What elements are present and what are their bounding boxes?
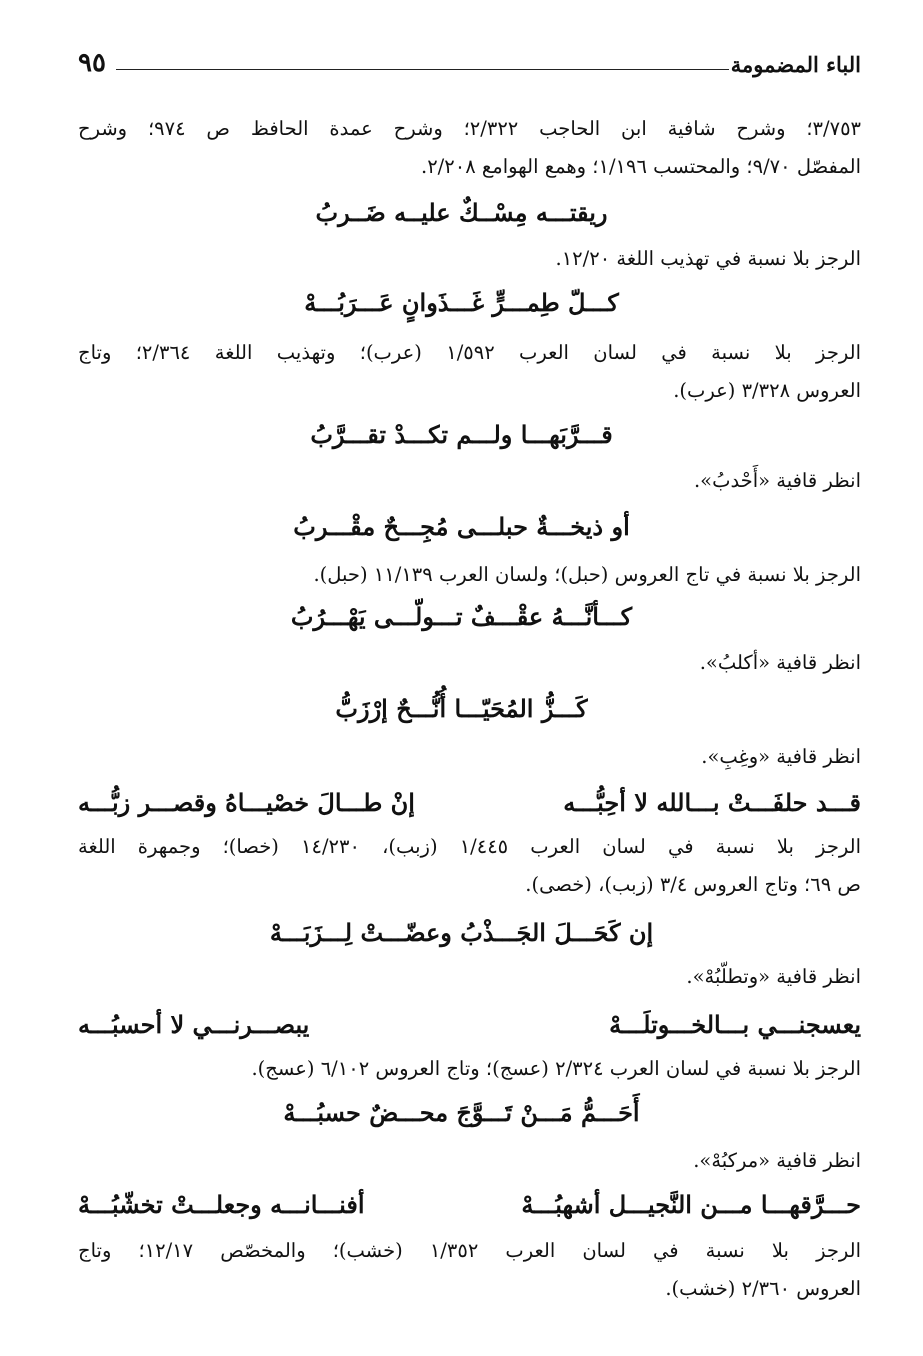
verse-first-hemistich: يعسجنـــي بـــالخـــوتلَـــهْ	[609, 1010, 861, 1039]
verse: كـــأنَّـــهُ عقْـــفٌ تـــولّـــى يَهْـــرُبُ	[290, 602, 633, 631]
verse: أَحَـــمُّ مَـــنْ تَـــوَّجَ محـــضٌ حسبُـــهْ	[283, 1098, 640, 1127]
source-note: الرجز بلا نسبة في لسان العرب ١/٣٥٢ (خشب)؛ والمخصّص ١٢/١٧؛ وتاج	[78, 1239, 861, 1262]
verse: ريقتـــه مِسْــكٌ عليــه ضَــربُ	[315, 198, 608, 227]
source-note: ص ٦٩؛ وتاج العروس ٣/٤ (زبب)، (خصى).	[525, 873, 861, 896]
source-note: الرجز بلا نسبة في لسان العرب ١/٤٤٥ (زبب)، ١٤/٢٣٠ (خصا)؛ وجمهرة اللغة	[78, 835, 861, 858]
verse-second-hemistich: إنْ طـــالَ خصْيـــاهُ وقصـــر زبُّـــه	[78, 788, 415, 817]
running-title: الباء المضمومة	[730, 52, 861, 77]
cross-reference: انظر قافية «وغِبِ».	[701, 745, 861, 768]
verse: كَـــزُّ المُحَيّـــا أُنُّـــحٌ إرْزَبُّ	[335, 694, 588, 723]
verse-second-hemistich: أفنـــانـــه وجعلـــتْ تخشّبُـــهْ	[78, 1190, 365, 1219]
verse: إن كَحَـــلَ الجَـــذْبُ وعضّـــتْ لِـــزَبَـــهْ	[269, 918, 654, 947]
paragraph-line: المفصّل ٩/٧٠؛ والمحتسب ١/١٩٦؛ وهمع الهوامع ٢/٢٠٨.	[421, 155, 861, 178]
cross-reference: انظر قافية «مركبُهْ».	[693, 1149, 861, 1172]
verse-first-hemistich: حـــرَّقهـــا مـــن النَّجيـــل أشهبُـــهْ	[521, 1190, 861, 1219]
cross-reference: انظر قافية «أكلبُ».	[699, 651, 861, 674]
source-note: العروس ٢/٣٦٠ (خشب).	[665, 1277, 861, 1300]
verse-first-hemistich: قـــد حلفَـــتْ بـــالله لا أحِبُّـــه	[563, 788, 861, 817]
source-note: الرجز بلا نسبة في تاج العروس (حبل)؛ ولسان العرب ١١/١٣٩ (حبل).	[313, 563, 861, 586]
source-note: الرجز بلا نسبة في تهذيب اللغة ١٢/٢٠.	[555, 247, 861, 270]
paragraph-line: ٣/٧٥٣؛ وشرح شافية ابن الحاجب ٢/٣٢٢؛ وشرح عمدة الحافظ ص ٩٧٤؛ وشرح	[78, 117, 862, 140]
verse: أو ذيخـــةٌ حبلـــى مُجِـــحٌ مقْـــربُ	[293, 512, 630, 541]
source-note: الرجز بلا نسبة في لسان العرب ٢/٣٢٤ (عسج)؛ وتاج العروس ٦/١٠٢ (عسج).	[251, 1057, 861, 1080]
page-number: ٩٥	[78, 48, 106, 78]
verse: قـــرَّبَهـــا ولـــم تكـــدْ تقـــرَّبُ	[310, 420, 613, 449]
cross-reference: انظر قافية «وتطلّبُهْ».	[686, 965, 861, 988]
source-note: العروس ٣/٣٢٨ (عرب).	[673, 379, 861, 402]
source-note: الرجز بلا نسبة في لسان العرب ١/٥٩٢ (عرب)؛ وتهذيب اللغة ٢/٣٦٤؛ وتاج	[78, 341, 861, 364]
verse: كـــلّ طِمـــرٍّ غَـــذَوانٍ عَـــرَبُـــهْ	[304, 288, 619, 317]
header-rule	[116, 69, 729, 70]
verse-second-hemistich: يبصـــرنـــي لا أحسبُـــه	[78, 1010, 310, 1039]
page-header	[78, 48, 861, 88]
cross-reference: انظر قافية «أَحْدبُ».	[693, 469, 861, 492]
